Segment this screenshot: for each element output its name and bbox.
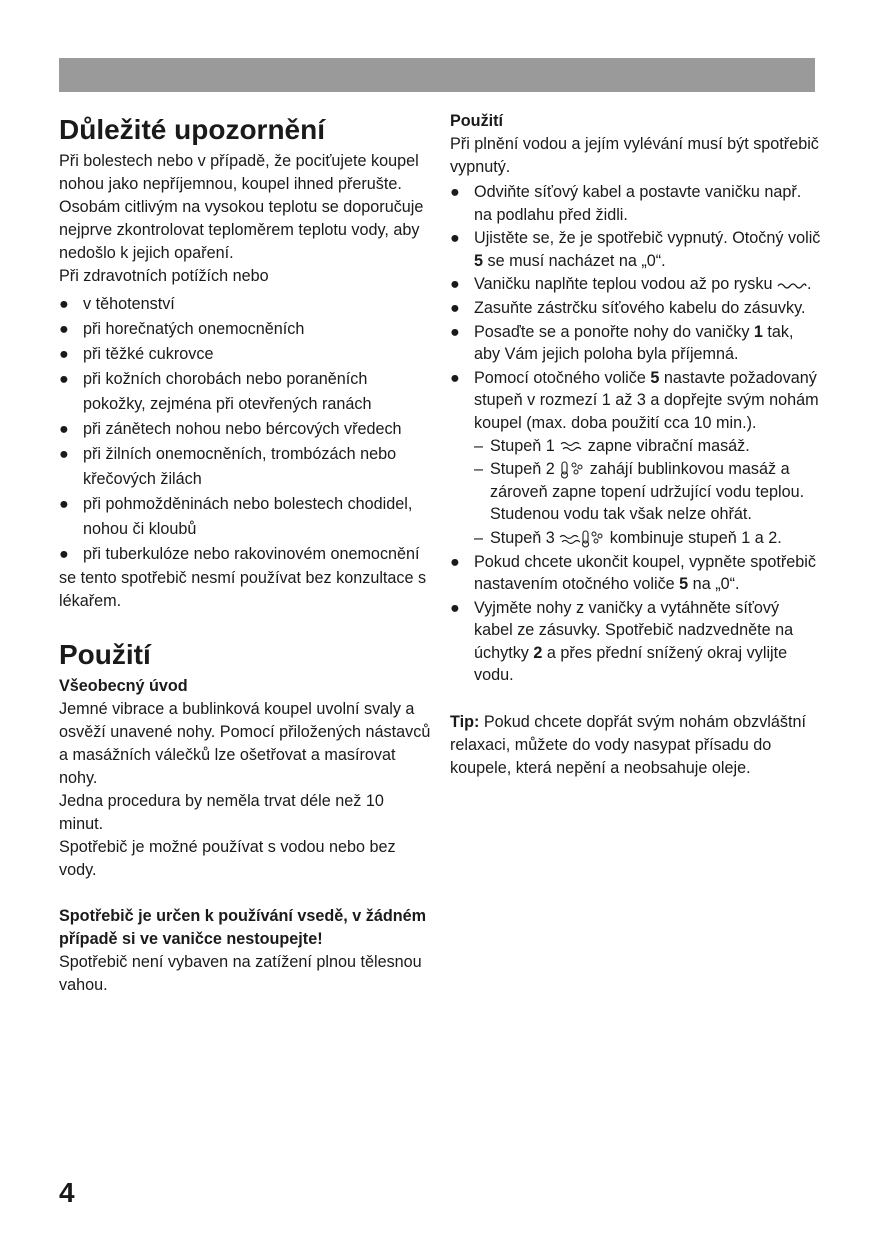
- list-item: ● Odviňte síťový kabel a postavte vaničku např. na podlahu před židli.: [450, 183, 802, 224]
- level-3-item: – Stupeň 3 kombinuje stupeň 1 a 2.: [474, 528, 782, 547]
- list-item: ● při zánětech nohou nebo bércových vředech: [59, 417, 431, 442]
- tip-paragraph: [450, 711, 822, 780]
- bullet-icon: ●: [450, 275, 460, 294]
- conditions-list: [59, 292, 431, 567]
- general-paragraph-3: Spotřebič je možné používat s vodou nebo bez vody.: [59, 838, 396, 879]
- list-item: ● Pomocí otočného voliče 5 nastavte požadovaný stupeň v rozmezí 1 až 3 a dopřejte svým nohám koupel (max. doba použití cca 10 min.). – Stupeň 1 zapne vibrační masáž. – Stupeň 2 zahájí bublinkovou masáž a zároveň zapne topení udržující vodu teplou. Studenou vodu tak však nelze ohřát. – Stupeň 3 kombinuje stupeň 1 a 2.: [450, 367, 822, 550]
- usage-intro: Při plnění vodou a jejím vylévání musí být spotřebič vypnutý.: [450, 135, 819, 176]
- page-number: 4: [59, 1177, 75, 1208]
- general-paragraph-1: Jemné vibrace a bublinková koupel uvolní svaly a osvěží unavené nohy. Pomocí přiložených nástavců a masážních válečků lze ošetřovat a masírovat nohy.: [59, 700, 431, 787]
- list-item: ● Posaďte se a ponořte nohy do vaničky 1 tak, aby Vám jejich poloha byla příjemná.: [450, 322, 794, 364]
- bullet-icon: ●: [450, 298, 460, 317]
- list-item: ● při tuberkulóze nebo rakovinovém onemocnění: [59, 542, 431, 567]
- list-item: ● v těhotenství: [59, 292, 431, 317]
- usage-steps: [450, 181, 822, 687]
- list-item: ● při těžké cukrovce: [59, 342, 431, 367]
- bullet-icon: ●: [450, 183, 460, 201]
- bullet-icon: ●: [450, 598, 460, 617]
- heading-important-notice: Důležité upozornění: [59, 114, 325, 145]
- list-item: ● Vyjměte nohy z vaničky a vytáhněte síťový kabel ze zásuvky. Spotřebič nadzvedněte na úchytky 2 a přes přední snížený okraj vylijte vodu.: [450, 598, 794, 685]
- tip-label: Tip:: [450, 713, 480, 732]
- intro-paragraph-2: Osobám citlivým na vysokou teplotu se doporučuje nejprve zkontrolovat teploměrem teplotu vody, aby nedošlo k jejich opaření.: [59, 198, 424, 262]
- intro-paragraph-1: Při bolestech nebo v případě, že pociťujete koupel nohou jako nepříjemnou, koupel ihned přerušte.: [59, 152, 419, 193]
- bullet-icon: ●: [59, 420, 69, 438]
- list-item: ● Vaničku naplňte teplou vodou až po rysku .: [450, 273, 822, 296]
- right-column: [450, 110, 822, 780]
- level-2-item: – Stupeň 2 zahájí bublinkovou masáž a zároveň zapne topení udržující vodu teplou. Studenou vodu tak však nelze ohřát.: [474, 460, 805, 524]
- bullet-icon: ●: [59, 445, 69, 463]
- list-item: ● Ujistěte se, že je spotřebič vypnutý. Otočný volič 5 se musí nacházet na „0“.: [450, 229, 821, 270]
- tip-text: Pokud chcete dopřát svým nohám obzvláštní relaxaci, můžete do vody nasypat přísadu do koupele, která nepění a neobsahuje oleje.: [450, 713, 806, 778]
- bullet-icon: ●: [59, 295, 69, 313]
- heading-usage: Použití: [59, 639, 151, 670]
- list-item: ● při žilních onemocněních, trombózách nebo křečových žilách: [59, 442, 431, 492]
- bullet-icon: ●: [59, 320, 69, 338]
- heat-bubbles-icon: [559, 461, 585, 479]
- weight-warning: Spotřebič není vybaven na zatížení plnou tělesnou vahou.: [59, 953, 422, 994]
- header-bar: [59, 58, 815, 92]
- seated-use-warning: Spotřebič je určen k používání vsedě, v žádném případě si ve vaničce nestoupejte!: [59, 907, 427, 948]
- bullet-icon: ●: [450, 552, 460, 571]
- conditions-outro: se tento spotřebič nesmí používat bez konzultace s lékařem.: [59, 569, 427, 610]
- bullet-icon: ●: [59, 545, 69, 563]
- list-item: ● při pohmožděninách nebo bolestech chodidel, nohou či kloubů: [59, 492, 431, 542]
- level-list: [474, 435, 822, 550]
- list-item: ● Zasuňte zástrčku síťového kabelu do zásuvky.: [450, 297, 822, 320]
- bullet-icon: ●: [59, 345, 69, 363]
- bullet-icon: ●: [450, 368, 460, 387]
- vibration-icon: [559, 439, 583, 453]
- list-item: ● při horečnatých onemocněních: [59, 317, 431, 342]
- bullet-icon: ●: [59, 495, 69, 513]
- combined-mode-icon: [559, 530, 605, 548]
- usage-title: Použití: [450, 112, 504, 130]
- left-column: [59, 110, 431, 997]
- list-item: ● Pokud chcete ukončit koupel, vypněte spotřebič nastavením otočného voliče 5 na „0“.: [450, 552, 816, 594]
- bullet-icon: ●: [450, 322, 460, 341]
- level-1-item: – Stupeň 1 zapne vibrační masáž.: [474, 436, 750, 455]
- general-intro-title: Všeobecný úvod: [59, 677, 188, 695]
- bullet-icon: ●: [450, 229, 460, 248]
- intro-paragraph-3: Při zdravotních potížích nebo: [59, 267, 269, 285]
- list-item: ● při kožních chorobách nebo poraněních pokožky, zejména při otevřených ranách: [59, 367, 431, 417]
- bullet-icon: ●: [59, 370, 69, 388]
- general-paragraph-2: Jedna procedura by neměla trvat déle než 10 minut.: [59, 792, 384, 833]
- water-level-mark-icon: [777, 280, 807, 290]
